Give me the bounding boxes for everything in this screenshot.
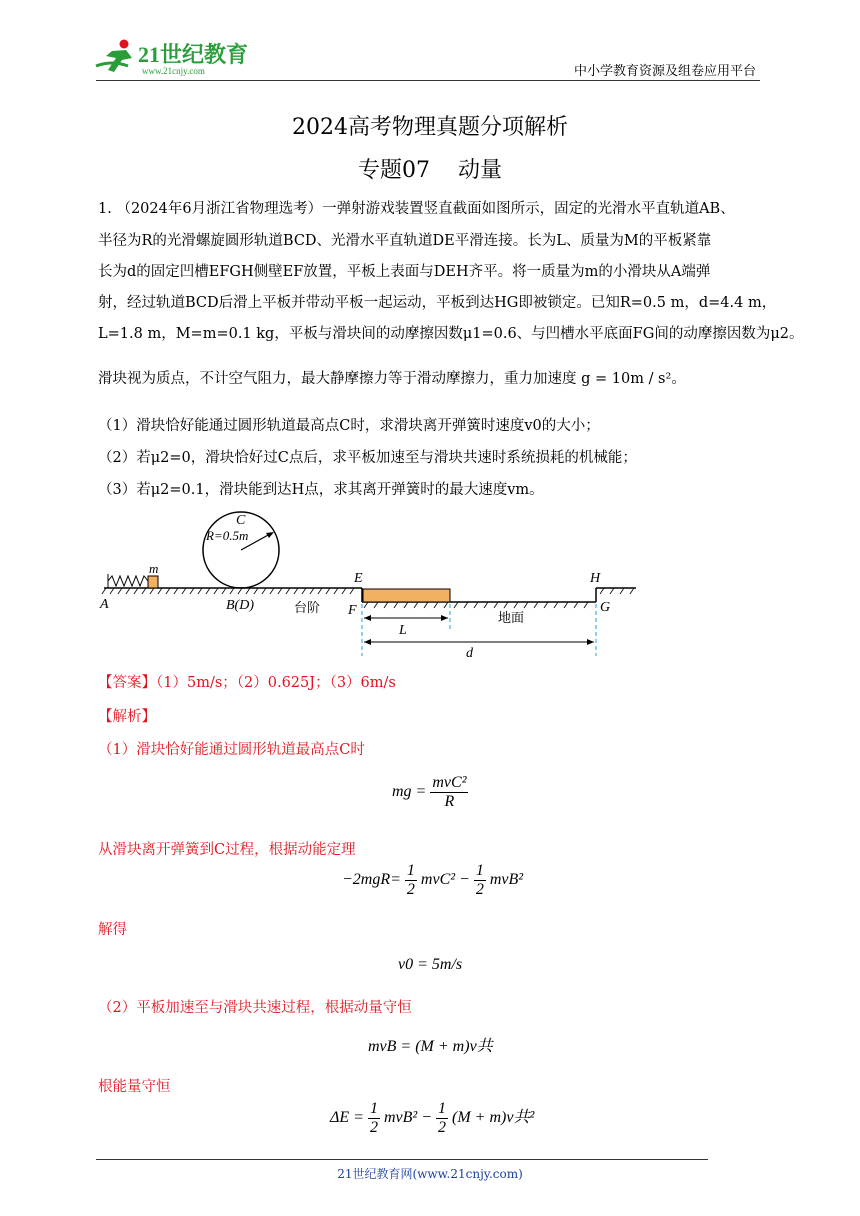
page-subtitle <box>0 153 860 184</box>
radius-arrow <box>266 532 274 538</box>
equation-3: v0 = 5m/s <box>398 956 463 973</box>
label-d: d <box>466 646 473 661</box>
problem-line-6: 滑块视为质点，不计空气阻力，最大静摩擦力等于滑动摩擦力，重力加速度 g = 10m / s²。 <box>98 371 686 387</box>
footer-text: 21世纪教育网(www.21cnjy.com) <box>337 1167 523 1181</box>
header-divider <box>96 80 760 81</box>
eq2-half-b: $\frac{1}{2}$ <box>475 862 484 898</box>
eq5-half-a: $\frac{1}{2}$ <box>369 1100 378 1136</box>
label-ground: 地面 <box>498 610 525 625</box>
eq2-left: −2mgR= <box>342 871 401 889</box>
problem-line-5: L=1.8 m，M=m=0.1 kg，平板与滑块间的动摩擦因数μ1=0.6、与凹槽水平底面FG间的动摩擦因数为μ2。 <box>98 326 804 342</box>
eq1-left: mg = <box>392 783 427 801</box>
eq2-term-b: mvB² <box>489 871 524 889</box>
label-H: H <box>590 571 601 586</box>
answer-tag: 【答案】 <box>98 675 156 691</box>
analysis-tag: 【解析】 <box>98 709 156 725</box>
eq2-half-a: $\frac{1}{2}$ <box>406 862 415 898</box>
question-3: （3）若μ2=0.1，滑块能到达H点，求其离开弹簧时的最大速度vm。 <box>98 482 544 498</box>
analysis-step-2: 从滑块离开弹簧到C过程，根据动能定理 <box>98 842 356 858</box>
equation-5 <box>330 1100 534 1137</box>
eq1-fraction <box>430 774 468 811</box>
logo-url: www.21cnjy.com <box>142 66 205 76</box>
plank <box>363 589 450 602</box>
problem-line-1: 1. （2024年6月浙江省物理选考）一弹射游戏装置竖直截面如图所示，固定的光滑水平直轨道AB、 <box>98 201 735 217</box>
label-G: G <box>600 600 611 615</box>
label-step: 台阶 <box>294 600 321 615</box>
label-A: A <box>100 597 109 612</box>
eq5-left: ΔE = <box>330 1109 364 1127</box>
page-title: 2024高考物理真题分项解析 <box>292 115 568 140</box>
subtitle-topic-number: 专题07 <box>357 158 430 183</box>
label-m: m <box>149 561 159 576</box>
question-1: （1）滑块恰好能通过圆形轨道最高点C时，求滑块离开弹簧时速度v0的大小； <box>98 418 600 434</box>
eq5-minus: − <box>421 1109 432 1127</box>
answer <box>98 671 396 692</box>
label-BD: B(D) <box>226 598 254 613</box>
footer-divider <box>96 1159 708 1160</box>
equation-1 <box>392 774 468 811</box>
eq5-term-a: mvB² <box>383 1109 418 1127</box>
equation-2 <box>342 862 523 899</box>
question-2: （2）若μ2=0，滑块恰好过C点后，求平板加速至与滑块共速时系统损耗的机械能； <box>98 450 637 466</box>
eq1-denominator: R <box>444 793 455 810</box>
problem-line-3: 长为d的固定凹槽EFGH侧壁EF放置，平板上表面与DEH齐平。将一质量为m的小滑块从A端弹 <box>98 264 711 280</box>
eq2-minus: − <box>459 871 470 889</box>
subtitle-topic-name: 动量 <box>457 158 502 183</box>
label-E: E <box>354 571 363 586</box>
spring <box>108 574 148 588</box>
site-logo <box>92 36 262 78</box>
small-block <box>148 576 158 588</box>
analysis-step-5: 根能量守恒 <box>98 1079 171 1095</box>
logo-text: 21世纪教育 <box>138 42 249 67</box>
eq1-numerator: mvC² <box>432 774 467 791</box>
label-R: R=0.5m <box>206 528 249 543</box>
label-L: L <box>399 623 407 638</box>
label-F: F <box>348 603 357 618</box>
equation-4: mvB = (M + m)v共 <box>368 1038 493 1055</box>
eq2-term-a: mvC² <box>420 871 456 889</box>
runner-icon <box>96 40 132 73</box>
analysis-step-3: 解得 <box>98 922 127 938</box>
label-C: C <box>236 513 246 528</box>
eq5-term-b: (M + m)v共² <box>452 1109 535 1127</box>
analysis-step-4: （2）平板加速至与滑块共速过程，根据动量守恒 <box>98 1000 412 1016</box>
problem-line-2: 半径为R的光滑螺旋圆形轨道BCD、光滑水平直轨道DE平滑连接。长为L、质量为M的平板紧靠 <box>98 233 712 249</box>
track-diagram <box>98 506 638 662</box>
upper-track-hatch <box>102 588 354 594</box>
answer-text: （1）5m/s；（2）0.625J；（3）6m/s <box>156 675 396 691</box>
problem-line-4: 射，经过轨道BCD后滑上平板并带动平板一起运动，平板到达HG即被锁定。已知R=0.5 m，d=4.4 m， <box>98 295 777 311</box>
analysis-step-1: （1）滑块恰好能通过圆形轨道最高点C时 <box>98 742 365 758</box>
header-platform-text: 中小学教育资源及组卷应用平台 <box>573 64 756 79</box>
eq5-half-b: $\frac{1}{2}$ <box>438 1100 446 1136</box>
